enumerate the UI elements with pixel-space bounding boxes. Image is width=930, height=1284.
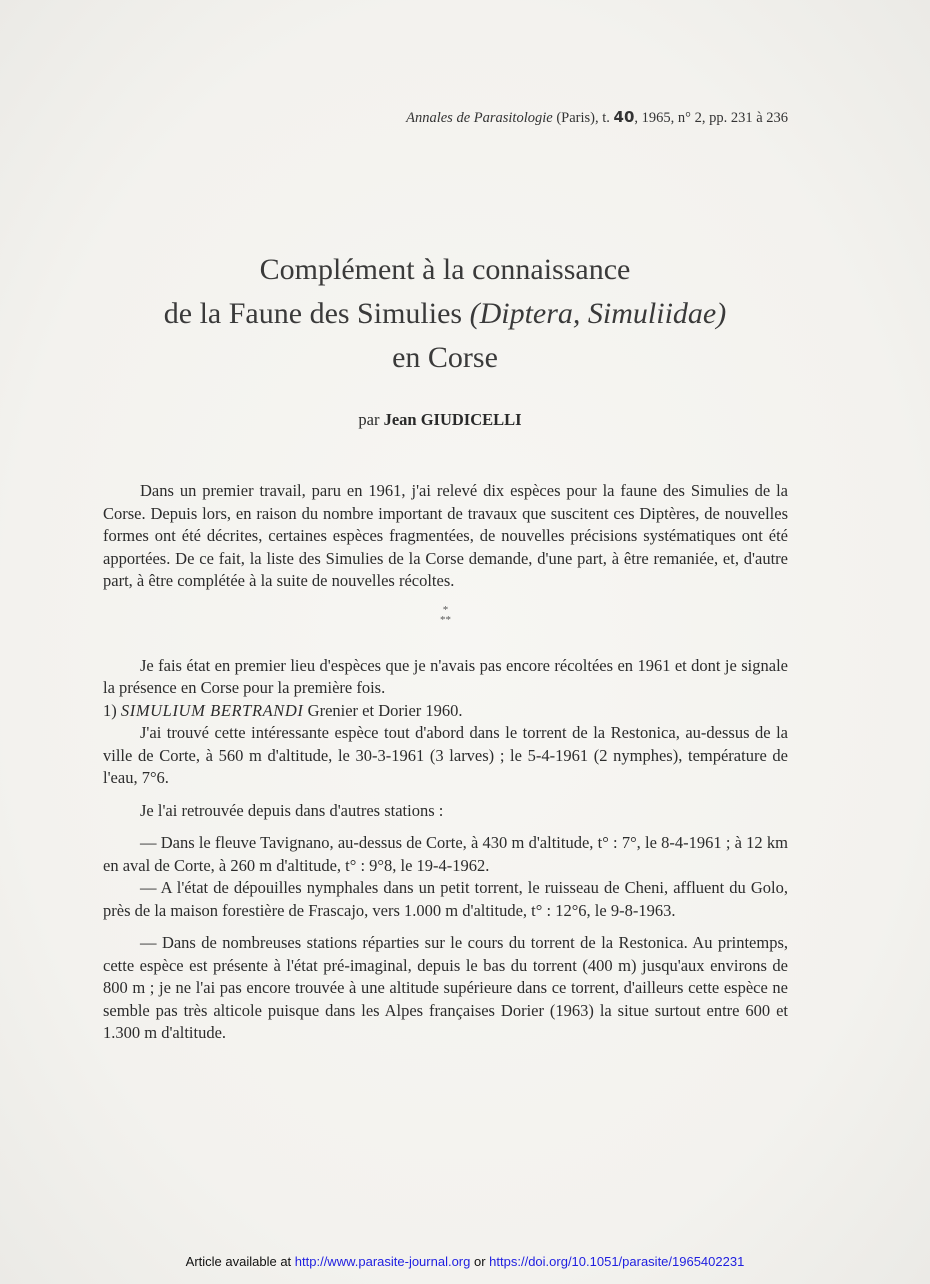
article-body — [103, 480, 788, 1045]
section-heading-1 — [103, 700, 788, 723]
journal-city: (Paris), t. — [556, 110, 610, 126]
paragraph-new-species: Je fais état en premier lieu d'espèces que je n'avais pas encore récoltées en 1961 et dont je signale la présence en Corse pour la première fois. — [103, 655, 788, 697]
section-species-author: Grenier et Dorier 1960. — [303, 700, 463, 720]
paragraph-cheni: — A l'état de dépouilles nymphales dans un petit torrent, le ruisseau de Cheni, affluent du Golo, près de la maison forestière de Frascajo, vers 1.000 m d'altitude, t° : 12°6, le 9-8-1963. — [103, 878, 788, 920]
section-species: SIMULIUM BERTRANDI — [120, 700, 304, 720]
paragraph-restonica: J'ai trouvé cette intéressante espèce tout d'abord dans le torrent de la Restonica, au-dessus de la ville de Corte, à 560 m d'altitude, le 30-3-1961 (3 larves) ; le 5-4-1961 (2 nymphes), température de l'eau, 7°6. — [103, 723, 788, 787]
separator-star-bottom: ** — [440, 613, 451, 626]
journal-header — [406, 108, 788, 127]
section-separator — [103, 605, 788, 625]
paragraph-intro: Dans un premier travail, paru en 1961, j'ai relevé dix espèces pour la faune des Simulies de la Corse. Depuis lors, en raison du nombre important de travaux que suscitent ces Diptères, de nouvelles formes ont été décrites, certaines espèces fragmentées, de nouvelles précisions systématiques ont été apportées. De ce fait, la liste des Simulies de la Corse demande, d'une part, à être remaniée, et, d'autre part, à être complétée à la suite de nouvelles récoltes. — [103, 481, 788, 590]
author-name: Jean GIUDICELLI — [383, 410, 522, 429]
author-prefix: par — [358, 410, 384, 429]
journal-issue-pages: , 1965, n° 2, pp. 231 à 236 — [634, 110, 788, 126]
title-line-2 — [0, 292, 890, 336]
title-line-1: Complément à la connaissance — [259, 253, 631, 286]
paragraph-other-stations: Je l'ai retrouvée depuis dans d'autres stations : — [140, 800, 444, 820]
paragraph-restonica-stations: — Dans de nombreuses stations réparties sur le cours du torrent de la Restonica. Au printemps, cette espèce est présente à l'état pré-imaginal, depuis le bas du torrent (400 m) jusqu'aux environs de 800 m ; je ne l'ai pas encore trouvée à une altitude supérieure dans ce torrent, d'ailleurs cette espèce ne semble pas très alticole puisque dans les Alpes françaises Dorier (1963) la situe surtout entre 600 et 1.300 m d'altitude. — [103, 933, 788, 1042]
journal-link[interactable]: http://www.parasite-journal.org — [294, 1254, 471, 1269]
doi-link[interactable]: https://doi.org/10.1051/parasite/1965402231 — [489, 1254, 745, 1269]
journal-name: Annales de Parasitologie — [406, 110, 553, 126]
title-line-2-italic: (Diptera, Simuliidae) — [469, 297, 727, 330]
section-number: 1) — [103, 700, 121, 720]
article-footer — [0, 1254, 930, 1269]
paragraph-tavignano: — Dans le fleuve Tavignano, au-dessus de Corte, à 430 m d'altitude, t° : 7°, le 8-4-1961 ; à 12 km en aval de Corte, à 260 m d'altitude, t° : 9°8, le 19-4-1962. — [103, 833, 788, 875]
title-line-2-plain: de la Faune des Simulies — [163, 297, 470, 330]
footer-middle: or — [470, 1254, 490, 1269]
article-title — [0, 248, 890, 380]
separator-star-top: * — [442, 603, 449, 616]
author-line — [0, 410, 880, 430]
footer-prefix: Article available at — [185, 1254, 295, 1269]
title-line-3: en Corse — [392, 341, 498, 374]
journal-volume: 40 — [613, 108, 635, 126]
